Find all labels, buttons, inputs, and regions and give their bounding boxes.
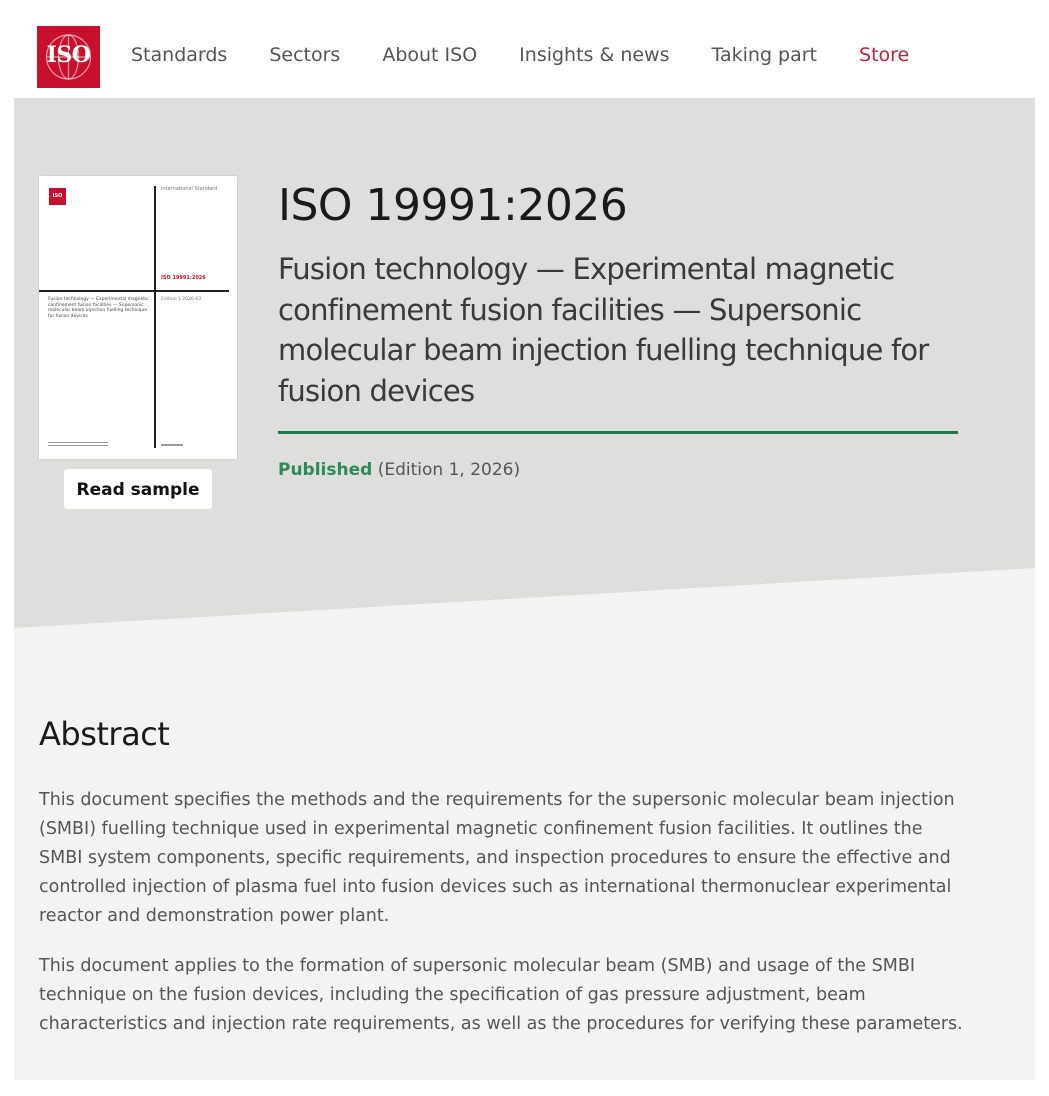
hero-slant-divider (14, 560, 1035, 650)
abstract-heading: Abstract (39, 715, 170, 753)
status-badge: Published (278, 460, 373, 480)
abstract-paragraph: This document specifies the methods and the requirements for the supersonic molecular beam injection (SMBI) fuelling technique used in experimental magnetic confinement fusion facilities. It outlines the SMBI system components, specific requirements, and inspection procedures to ensure the effective and controlled injection of plasma fuel into fusion devices such as international thermonuclear experimental reactor and demonstration power plant. (39, 790, 955, 926)
standard-cover-thumbnail[interactable] (39, 176, 237, 459)
cover-footer-text (48, 442, 108, 447)
nav-standards[interactable]: Standards (131, 44, 228, 66)
read-sample-button[interactable]: Read sample (64, 469, 212, 509)
iso-logo[interactable] (37, 26, 100, 88)
cover-edition: Edition 1 2026-03 (161, 297, 202, 302)
edition-info: (Edition 1, 2026) (377, 460, 521, 480)
standard-title: Fusion technology — Experimental magnetic confinement fusion facilities — Supersonic molecular beam injection fuelling technique for fusion devices (278, 252, 929, 408)
cover-footer-mark (161, 444, 183, 446)
standard-code: ISO 19991:2026 (278, 180, 628, 231)
nav-insights-news[interactable]: Insights & news (519, 44, 670, 66)
title-divider (278, 431, 958, 434)
abstract-paragraph: This document applies to the formation of supersonic molecular beam (SMB) and usage of the SMBI technique on the fusion devices, including the specification of gas pressure adjustment, beam characteristics and injection rate requirements, as well as the procedures for verifying these parameters. (39, 956, 963, 1034)
cover-doc-type: International Standard (161, 186, 218, 192)
main-nav (131, 44, 951, 66)
cover-code: ISO 19991:2026 (161, 275, 206, 281)
cover-iso-logo: ISO (49, 188, 66, 205)
nav-taking-part[interactable]: Taking part (711, 44, 818, 66)
nav-sectors[interactable]: Sectors (269, 44, 341, 66)
site-header (0, 0, 1049, 98)
nav-about-iso[interactable]: About ISO (382, 44, 478, 66)
nav-store[interactable]: Store (859, 44, 910, 66)
cover-divider-vertical (154, 186, 156, 448)
cover-title: Fusion technology — Experimental magnetic confinement fusion facilities — Supersonic molecular beam injection fuelling technique for fusion devices (48, 297, 149, 319)
publication-status (278, 460, 520, 480)
logo-text: ISO (46, 42, 91, 68)
cover-divider-horizontal (39, 290, 229, 292)
